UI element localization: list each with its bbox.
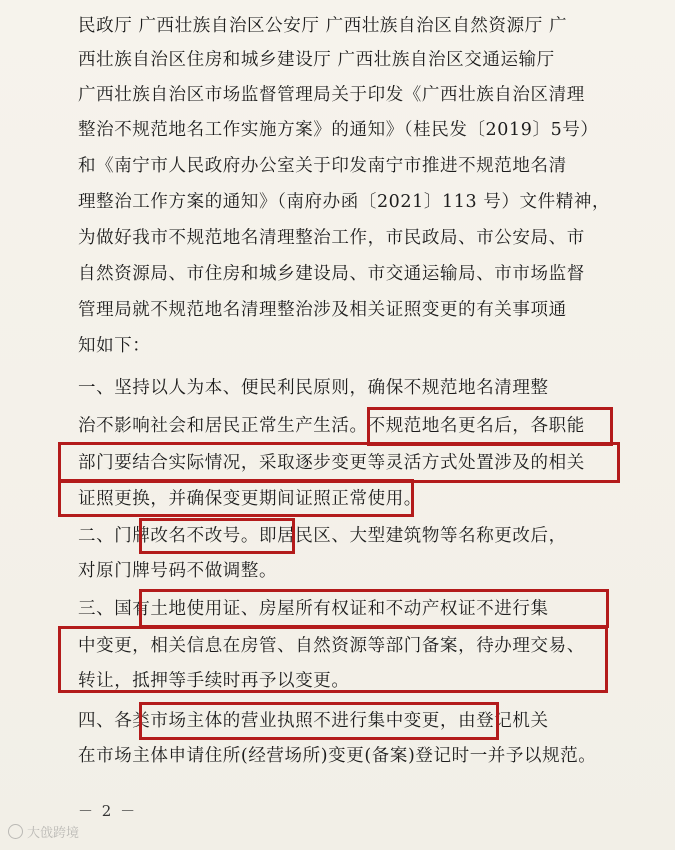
text-line: 理整治工作方案的通知》（南府办函〔2021〕113 号）文件精神， xyxy=(78,192,611,212)
text-line: 一、坚持以人为本、便民利民原则，确保不规范地名清理整 xyxy=(78,378,549,398)
watermark xyxy=(8,822,79,841)
text-line: 三、国有土地使用证、房屋所有权证和不动产权证不进行集 xyxy=(78,599,549,619)
watermark-logo-icon xyxy=(8,824,23,839)
text-line: 西壮族自治区住房和城乡建设厅 广西壮族自治区交通运输厅 xyxy=(78,50,555,70)
text-line: 自然资源局、市住房和城乡建设局、市交通运输局、市市场监督 xyxy=(78,264,585,284)
text-line: 在市场主体申请住所(经营场所)变更(备案)登记时一并予以规范。 xyxy=(78,746,597,766)
text-line: 民政厅 广西壮族自治区公安厅 广西壮族自治区自然资源厅 广 xyxy=(78,16,568,36)
text-line: 证照更换，并确保变更期间证照正常使用。 xyxy=(78,489,422,509)
text-line: 广西壮族自治区市场监督管理局关于印发《广西壮族自治区清理 xyxy=(78,85,585,105)
text-line: 二、门牌改名不改号。即居民区、大型建筑物等名称更改后， xyxy=(78,526,567,546)
text-line: 四、各类市场主体的营业执照不进行集中变更，由登记机关 xyxy=(78,711,549,731)
text-line: 治不影响社会和居民正常生产生活。不规范地名更名后，各职能 xyxy=(78,416,585,436)
text-line: 转让，抵押等手续时再予以变更。 xyxy=(78,671,350,691)
text-line: 对原门牌号码不做调整。 xyxy=(78,561,278,581)
text-line: 管理局就不规范地名清理整治涉及相关证照变更的有关事项通 xyxy=(78,300,567,320)
text-line: 知如下： xyxy=(78,336,151,356)
text-line: 整治不规范地名工作实施方案》的通知》（桂民发〔2019〕5号） xyxy=(78,120,599,140)
text-line: 和《南宁市人民政府办公室关于印发南宁市推进不规范地名清 xyxy=(78,156,567,176)
watermark-text: 大戗跨境 xyxy=(27,826,80,841)
page-number: － 2 － xyxy=(78,802,138,820)
text-line: 为做好我市不规范地名清理整治工作，市民政局、市公安局、市 xyxy=(78,228,585,248)
text-line: 部门要结合实际情况，采取逐步变更等灵活方式处置涉及的相关 xyxy=(78,453,585,473)
text-line: 中变更，相关信息在房管、自然资源等部门备案，待办理交易、 xyxy=(78,636,585,656)
